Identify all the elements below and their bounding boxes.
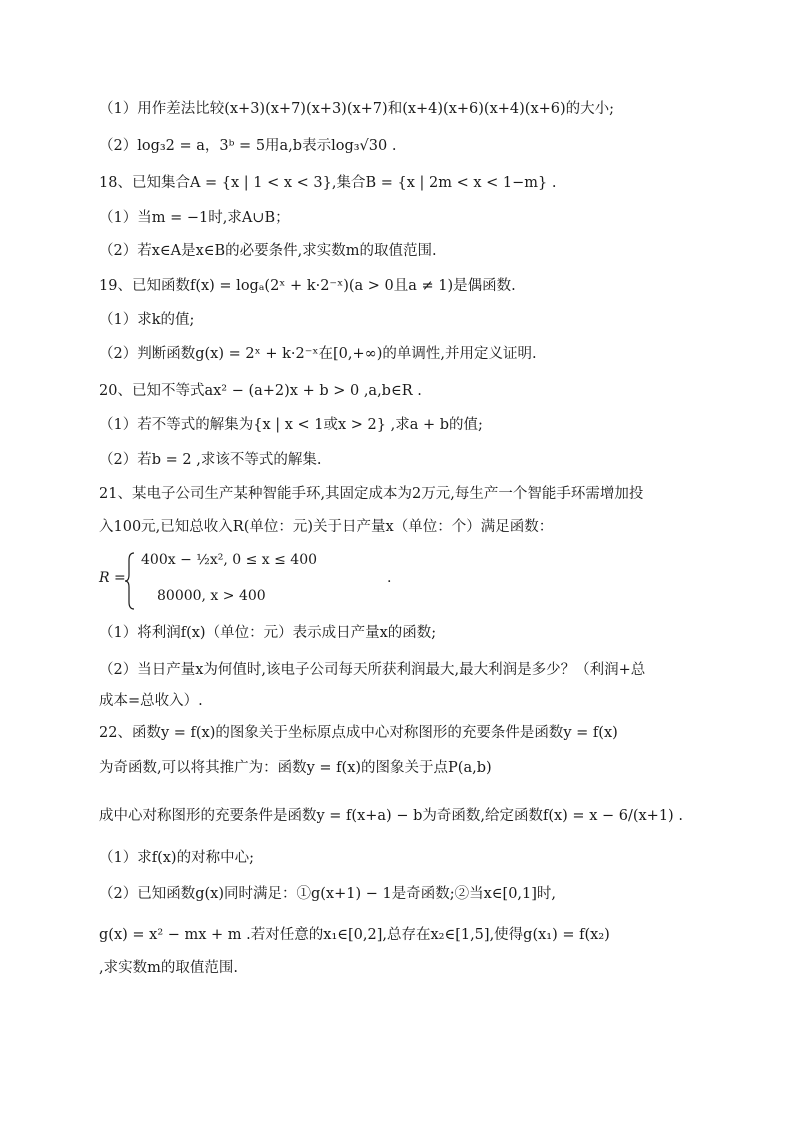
- q20-part1: （1）若不等式的解集为{x | x < 1或x > 2} ,求a + b的值;: [99, 417, 483, 433]
- q21-part2-line1: （2）当日产量x为何值时,该电子公司每天所获利润最大,最大利润是多少？（利润+总: [99, 662, 646, 678]
- q21-part1: （1）将利润f(x)（单位：元）表示成日产量x的函数;: [99, 625, 437, 641]
- q22-part2-line2: g(x) = x² − mx + m .若对任意的x₁∈[0,2],总存在x₂∈[1,5],使得g(x₁) = f(x₂): [99, 927, 610, 943]
- q22-stem-line3: 成中心对称图形的充要条件是函数y = f(x+a) − b为奇函数,给定函数f(x) = x − 6/(x+1) .: [99, 808, 683, 824]
- q21-stem-line1: 21、某电子公司生产某种智能手环,其固定成本为2万元,每生产一个智能手环需增加投: [99, 486, 644, 502]
- q22-part2-line3: ,求实数m的取值范围.: [99, 960, 238, 976]
- q17-part1: （1）用作差法比较(x+3)(x+7)(x+3)(x+7)和(x+4)(x+6)(x+4)(x+6)的大小;: [99, 101, 615, 117]
- q19-part2: （2）判断函数g(x) = 2ˣ + k·2⁻ˣ在[0,+∞)的单调性,并用定义证明.: [99, 346, 537, 362]
- piecewise-label: R =: [99, 570, 126, 586]
- q18-part2: （2）若x∈A是x∈B的必要条件,求实数m的取值范围.: [99, 243, 437, 259]
- q22-stem-line1: 22、函数y = f(x)的图象关于坐标原点成中心对称图形的充要条件是函数y = f(x): [99, 725, 618, 741]
- q18-stem: 18、已知集合A = {x | 1 < x < 3},集合B = {x | 2m < x < 1−m} .: [99, 175, 557, 191]
- piecewise-case-2: 80000, x > 400: [157, 588, 266, 604]
- q18-part1: （1）当m = −1时,求A∪B；: [99, 210, 290, 226]
- q17-part2: （2）log₃2 = a，3ᵇ = 5用a,b表示log₃√30 .: [99, 138, 397, 154]
- q22-part1: （1）求f(x)的对称中心;: [99, 850, 254, 866]
- revenue-piecewise-function: [99, 552, 399, 610]
- q20-part2: （2）若b = 2 ,求该不等式的解集.: [99, 452, 322, 468]
- piecewise-end: .: [387, 570, 392, 586]
- q22-part2-line1: （2）已知函数g(x)同时满足：①g(x+1) − 1是奇函数;②当x∈[0,1]时,: [99, 886, 557, 902]
- piecewise-case-1: 400x − ½x², 0 ≤ x ≤ 400: [141, 552, 318, 568]
- q19-part1: （1）求k的值;: [99, 312, 195, 328]
- q21-stem-line2: 入100元,已知总收入R(单位：元)关于日产量x（单位：个）满足函数：: [99, 519, 554, 535]
- q20-stem: 20、已知不等式ax² − (a+2)x + b > 0 ,a,b∈R .: [99, 383, 422, 399]
- q22-stem-line2: 为奇函数,可以将其推广为：函数y = f(x)的图象关于点P(a,b): [99, 760, 492, 776]
- q19-stem: 19、已知函数f(x) = logₐ(2ˣ + k·2⁻ˣ)(a > 0且a ≠ 1)是偶函数.: [99, 278, 516, 294]
- q21-part2-line2: 成本=总收入）.: [99, 693, 203, 709]
- left-brace-icon: [125, 552, 135, 610]
